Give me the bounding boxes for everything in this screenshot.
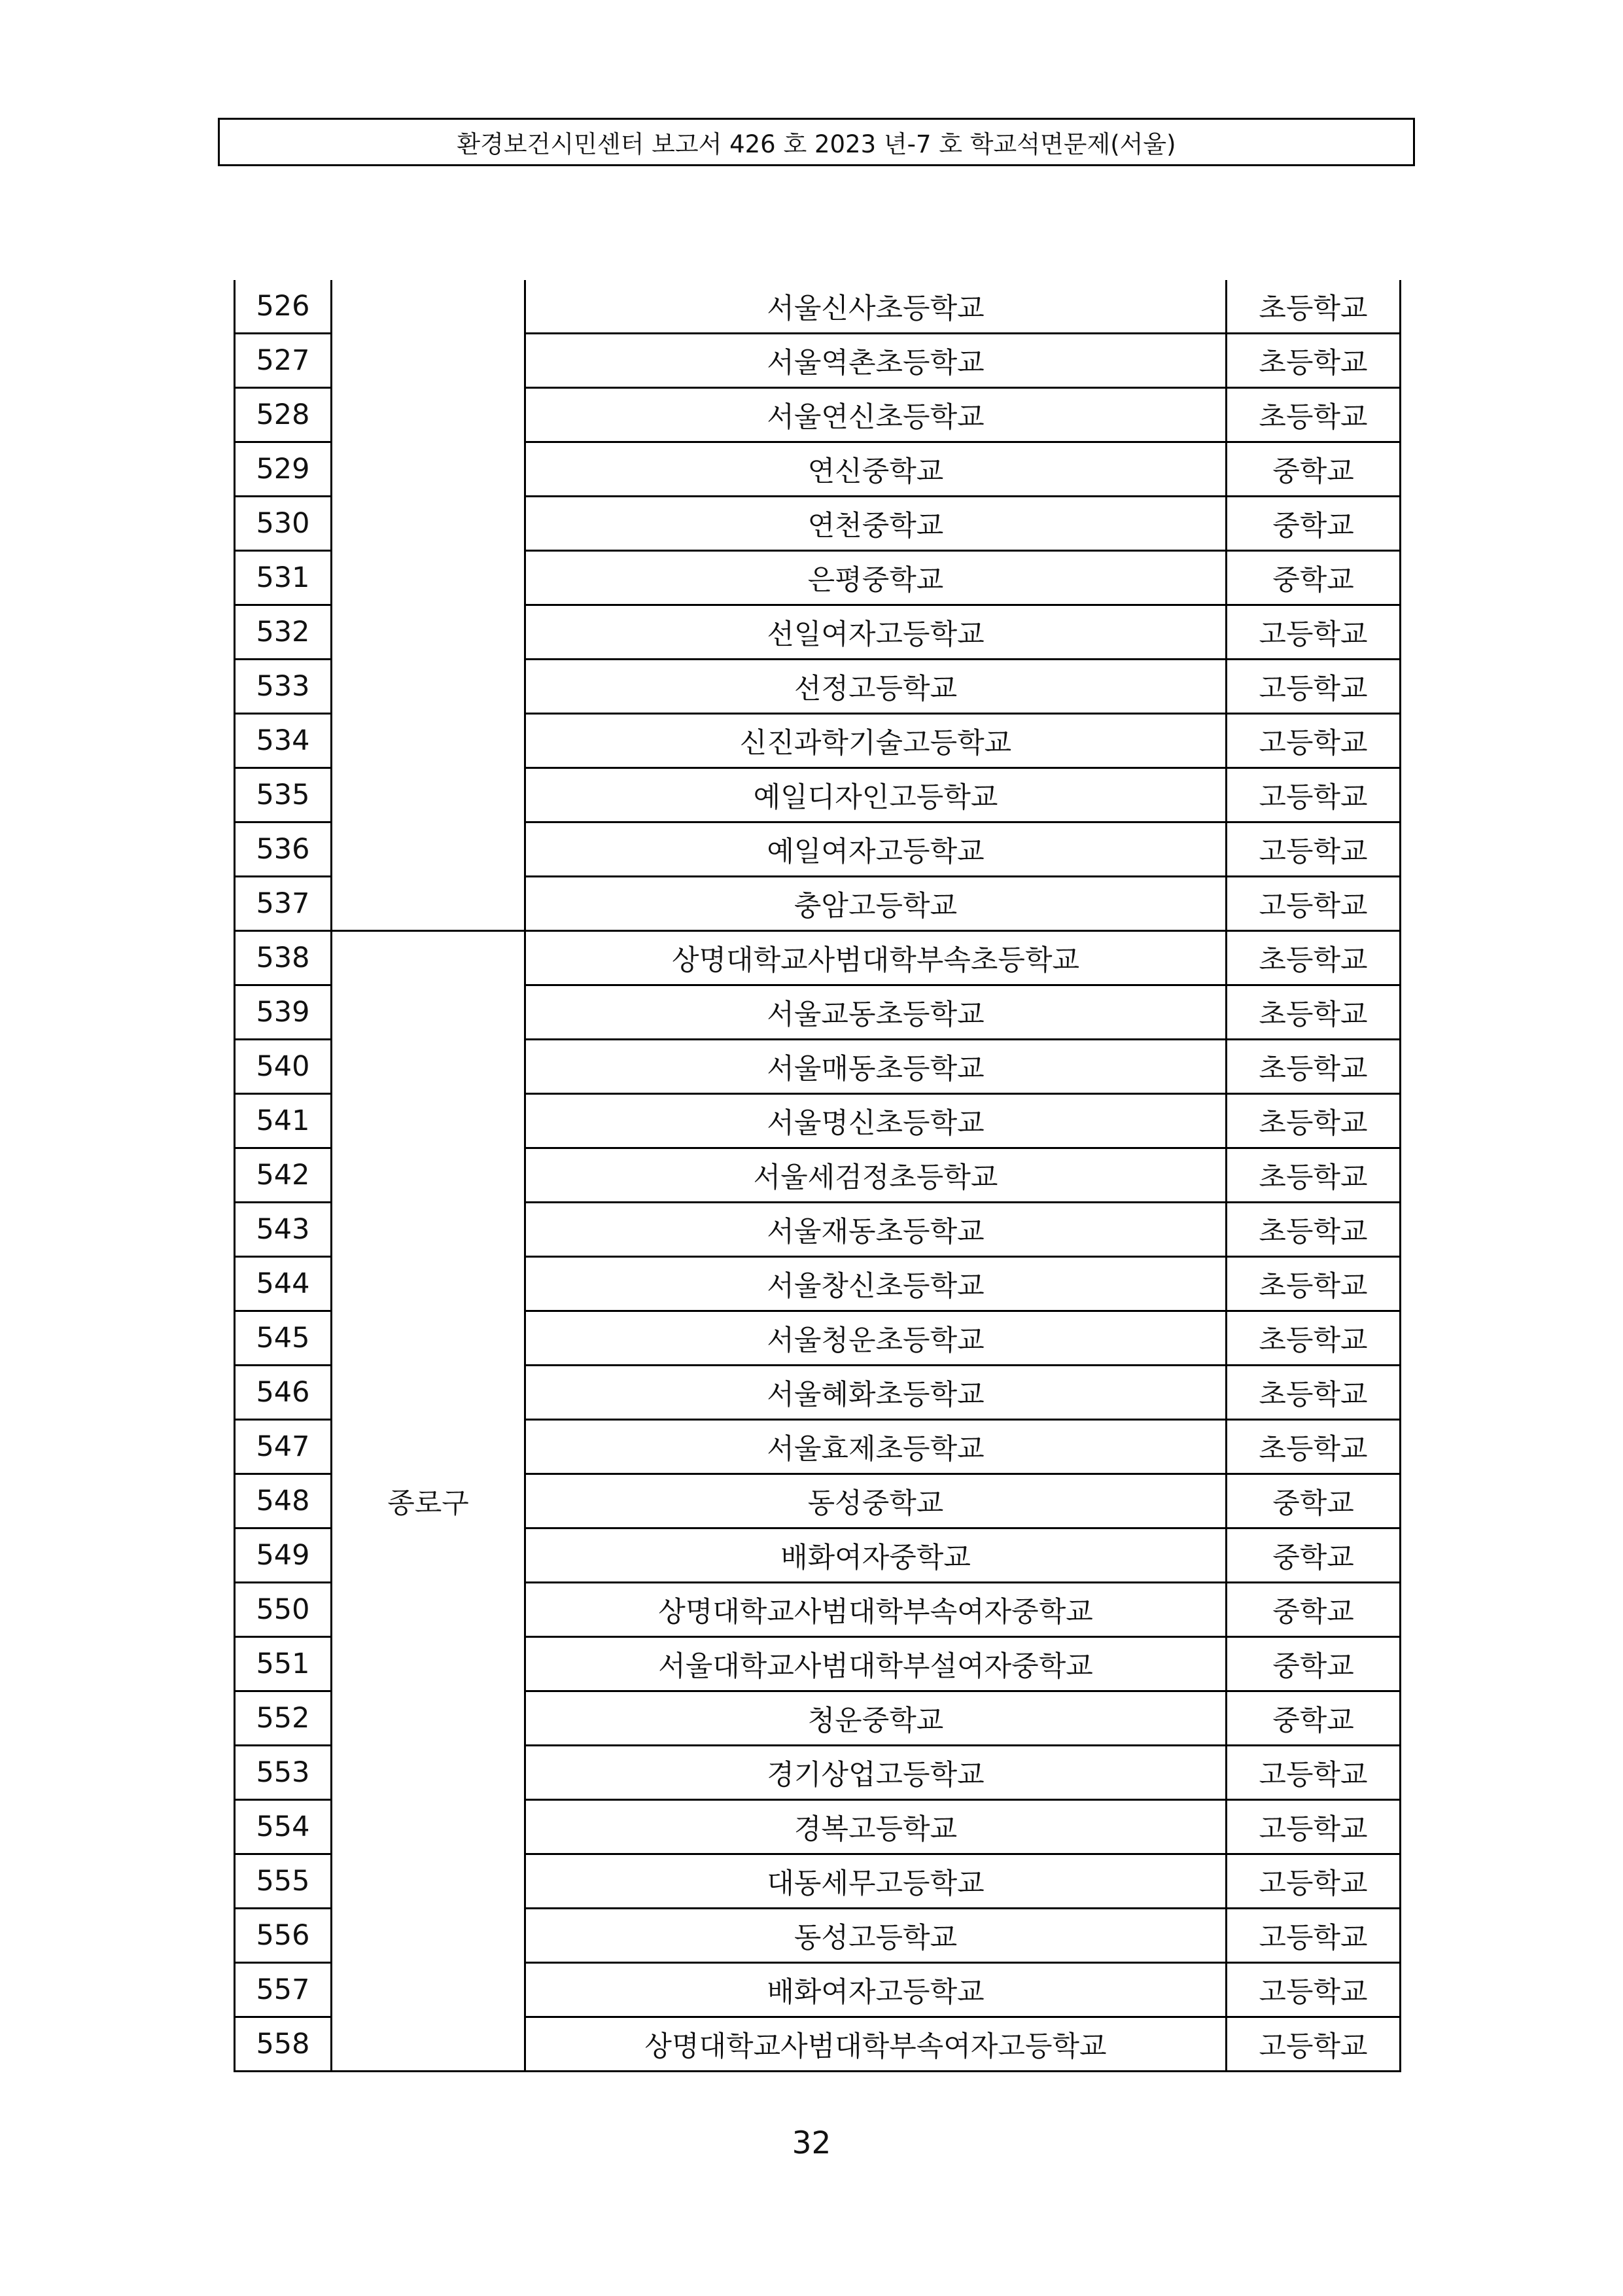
school-type-cell: 중학교 — [1227, 551, 1401, 605]
school-type-cell: 중학교 — [1227, 1637, 1401, 1691]
row-number-cell: 528 — [235, 388, 332, 442]
row-number-cell: 536 — [235, 822, 332, 877]
school-type-cell: 고등학교 — [1227, 605, 1401, 660]
school-type-cell: 초등학교 — [1227, 985, 1401, 1040]
school-name-cell: 연신중학교 — [525, 442, 1227, 497]
school-type-cell: 고등학교 — [1227, 768, 1401, 822]
district-cell — [332, 280, 525, 931]
row-number-cell: 533 — [235, 660, 332, 714]
school-name-cell: 충암고등학교 — [525, 877, 1227, 931]
row-number-cell: 550 — [235, 1583, 332, 1637]
school-type-cell: 고등학교 — [1227, 1909, 1401, 1963]
school-type-cell: 중학교 — [1227, 1583, 1401, 1637]
school-name-cell: 상명대학교사범대학부속여자고등학교 — [525, 2017, 1227, 2072]
report-header-title: 환경보건시민센터 보고서 426 호 2023 년-7 호 학교석면문제(서울) — [457, 130, 1176, 158]
school-table-body — [235, 280, 1401, 2072]
school-name-cell: 신진과학기술고등학교 — [525, 714, 1227, 768]
row-number-cell: 549 — [235, 1528, 332, 1583]
school-name-cell: 서울혜화초등학교 — [525, 1366, 1227, 1420]
school-type-cell: 고등학교 — [1227, 660, 1401, 714]
row-number-cell: 542 — [235, 1148, 332, 1203]
row-number-cell: 552 — [235, 1691, 332, 1746]
row-number-cell: 554 — [235, 1800, 332, 1854]
row-number-cell: 558 — [235, 2017, 332, 2072]
row-number-cell: 529 — [235, 442, 332, 497]
school-type-cell: 중학교 — [1227, 442, 1401, 497]
row-number-cell: 553 — [235, 1746, 332, 1800]
school-name-cell: 상명대학교사범대학부속여자중학교 — [525, 1583, 1227, 1637]
school-name-cell: 서울연신초등학교 — [525, 388, 1227, 442]
school-type-cell: 초등학교 — [1227, 1366, 1401, 1420]
school-type-cell: 초등학교 — [1227, 1148, 1401, 1203]
row-number-cell: 545 — [235, 1311, 332, 1366]
school-type-cell: 고등학교 — [1227, 822, 1401, 877]
school-name-cell: 배화여자고등학교 — [525, 1963, 1227, 2017]
school-name-cell: 서울매동초등학교 — [525, 1040, 1227, 1094]
row-number-cell: 556 — [235, 1909, 332, 1963]
school-type-cell: 초등학교 — [1227, 1094, 1401, 1148]
school-table — [234, 280, 1401, 2072]
school-name-cell: 선정고등학교 — [525, 660, 1227, 714]
school-name-cell: 예일여자고등학교 — [525, 822, 1227, 877]
row-number-cell: 543 — [235, 1203, 332, 1257]
school-type-cell: 중학교 — [1227, 1691, 1401, 1746]
row-number-cell: 535 — [235, 768, 332, 822]
row-number-cell: 555 — [235, 1854, 332, 1909]
row-number-cell: 551 — [235, 1637, 332, 1691]
page-number: 32 — [792, 2125, 831, 2161]
school-type-cell: 고등학교 — [1227, 1746, 1401, 1800]
school-type-cell: 초등학교 — [1227, 1257, 1401, 1311]
table-row — [235, 280, 1401, 334]
school-name-cell: 연천중학교 — [525, 497, 1227, 551]
school-type-cell: 고등학교 — [1227, 877, 1401, 931]
school-type-cell: 고등학교 — [1227, 1963, 1401, 2017]
row-number-cell: 540 — [235, 1040, 332, 1094]
row-number-cell: 541 — [235, 1094, 332, 1148]
school-name-cell: 서울교동초등학교 — [525, 985, 1227, 1040]
row-number-cell: 546 — [235, 1366, 332, 1420]
school-type-cell: 고등학교 — [1227, 2017, 1401, 2072]
school-type-cell: 중학교 — [1227, 1474, 1401, 1528]
school-type-cell: 초등학교 — [1227, 1311, 1401, 1366]
school-type-cell: 고등학교 — [1227, 714, 1401, 768]
school-type-cell: 고등학교 — [1227, 1800, 1401, 1854]
school-name-cell: 배화여자중학교 — [525, 1528, 1227, 1583]
school-name-cell: 대동세무고등학교 — [525, 1854, 1227, 1909]
school-name-cell: 동성고등학교 — [525, 1909, 1227, 1963]
school-name-cell: 서울재동초등학교 — [525, 1203, 1227, 1257]
district-cell: 종로구 — [332, 931, 525, 2072]
school-type-cell: 초등학교 — [1227, 334, 1401, 388]
row-number-cell: 532 — [235, 605, 332, 660]
school-type-cell: 중학교 — [1227, 497, 1401, 551]
school-name-cell: 동성중학교 — [525, 1474, 1227, 1528]
row-number-cell: 557 — [235, 1963, 332, 2017]
row-number-cell: 548 — [235, 1474, 332, 1528]
school-name-cell: 선일여자고등학교 — [525, 605, 1227, 660]
row-number-cell: 547 — [235, 1420, 332, 1474]
school-name-cell: 예일디자인고등학교 — [525, 768, 1227, 822]
school-type-cell: 초등학교 — [1227, 1040, 1401, 1094]
school-type-cell: 초등학교 — [1227, 1203, 1401, 1257]
row-number-cell: 526 — [235, 280, 332, 334]
school-type-cell: 고등학교 — [1227, 1854, 1401, 1909]
school-type-cell: 중학교 — [1227, 1528, 1401, 1583]
row-number-cell: 538 — [235, 931, 332, 985]
report-header — [218, 118, 1415, 166]
school-name-cell: 은평중학교 — [525, 551, 1227, 605]
school-name-cell: 청운중학교 — [525, 1691, 1227, 1746]
school-name-cell: 서울신사초등학교 — [525, 280, 1227, 334]
school-name-cell: 서울명신초등학교 — [525, 1094, 1227, 1148]
school-name-cell: 서울효제초등학교 — [525, 1420, 1227, 1474]
school-type-cell: 초등학교 — [1227, 1420, 1401, 1474]
school-name-cell: 서울창신초등학교 — [525, 1257, 1227, 1311]
row-number-cell: 530 — [235, 497, 332, 551]
row-number-cell: 537 — [235, 877, 332, 931]
row-number-cell: 527 — [235, 334, 332, 388]
school-name-cell: 경기상업고등학교 — [525, 1746, 1227, 1800]
school-name-cell: 서울대학교사범대학부설여자중학교 — [525, 1637, 1227, 1691]
school-name-cell: 경복고등학교 — [525, 1800, 1227, 1854]
school-type-cell: 초등학교 — [1227, 280, 1401, 334]
row-number-cell: 531 — [235, 551, 332, 605]
school-type-cell: 초등학교 — [1227, 388, 1401, 442]
row-number-cell: 539 — [235, 985, 332, 1040]
school-name-cell: 서울세검정초등학교 — [525, 1148, 1227, 1203]
school-name-cell: 서울청운초등학교 — [525, 1311, 1227, 1366]
row-number-cell: 544 — [235, 1257, 332, 1311]
school-name-cell: 상명대학교사범대학부속초등학교 — [525, 931, 1227, 985]
school-name-cell: 서울역촌초등학교 — [525, 334, 1227, 388]
table-row — [235, 931, 1401, 985]
row-number-cell: 534 — [235, 714, 332, 768]
school-type-cell: 초등학교 — [1227, 931, 1401, 985]
